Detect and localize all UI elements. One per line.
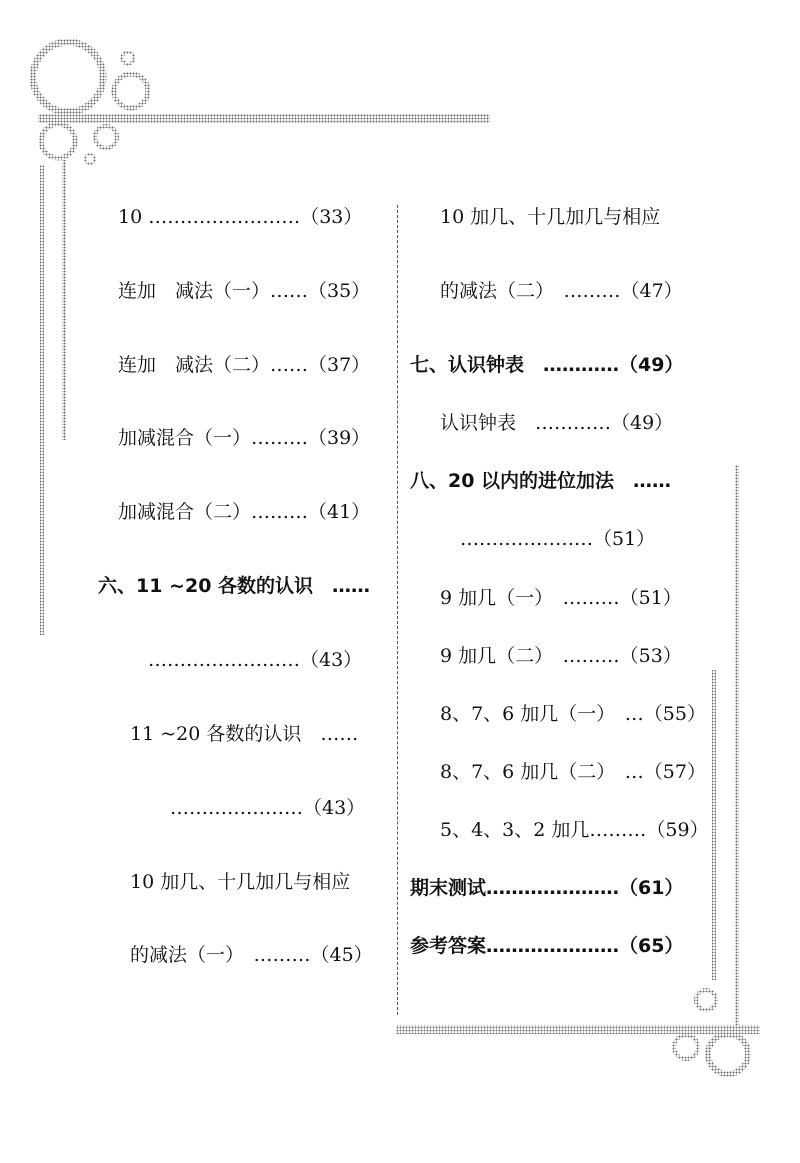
toc-section-heading: 期末测试…………………（61） (410, 877, 684, 899)
toc-entry: 加减混合（一）………（39） (118, 427, 371, 449)
left-bar-1 (40, 165, 44, 635)
column-divider (397, 205, 398, 1015)
toc-entry: 10 加几、十几加几与相应 (130, 871, 351, 893)
toc-entry: 连加 减法（一）……（35） (118, 280, 371, 302)
toc-entry: 8、7、6 加几（一） …（55） (440, 703, 706, 725)
toc-entry: 11 ~20 各数的认识 …… (130, 723, 359, 745)
toc-entry: 9 加几（一） ………（51） (440, 587, 682, 609)
toc-entry: …………………（43） (170, 797, 366, 819)
toc-entry: …………………（51） (460, 528, 656, 550)
toc-entry: 认识钟表 …………（49） (440, 412, 674, 434)
toc-section-heading: 参考答案…………………（65） (410, 935, 684, 957)
right-bar-1 (735, 465, 739, 1025)
left-bar-2 (62, 160, 66, 440)
toc-entry: 9 加几（二） ………（53） (440, 645, 682, 667)
toc-section-heading: 七、认识钟表 …………（49） (410, 354, 684, 376)
toc-section-heading: 六、11 ~20 各数的认识 …… (98, 575, 371, 597)
toc-entry: 连加 减法（二）……（37） (118, 354, 371, 376)
toc-entry: 的减法（一） ………（45） (130, 944, 373, 966)
toc-entry: 加减混合（二）………（41） (118, 501, 371, 523)
toc-entry: ……………………（43） (148, 649, 363, 671)
top-bar (38, 114, 490, 123)
toc-section-heading: 八、20 以内的进位加法 …… (410, 470, 672, 492)
toc-entry: 10 加几、十几加几与相应 (440, 206, 661, 228)
toc-entry: 5、4、3、2 加几………（59） (440, 819, 709, 841)
toc-entry: 8、7、6 加几（二） …（57） (440, 761, 706, 783)
toc-entry: 10 ……………………（33） (118, 206, 363, 228)
circle-ornament-top-left (33, 42, 148, 164)
right-bar-2 (712, 670, 716, 980)
toc-entry: 的减法（二） ………（47） (440, 280, 683, 302)
bottom-bar (396, 1025, 760, 1034)
